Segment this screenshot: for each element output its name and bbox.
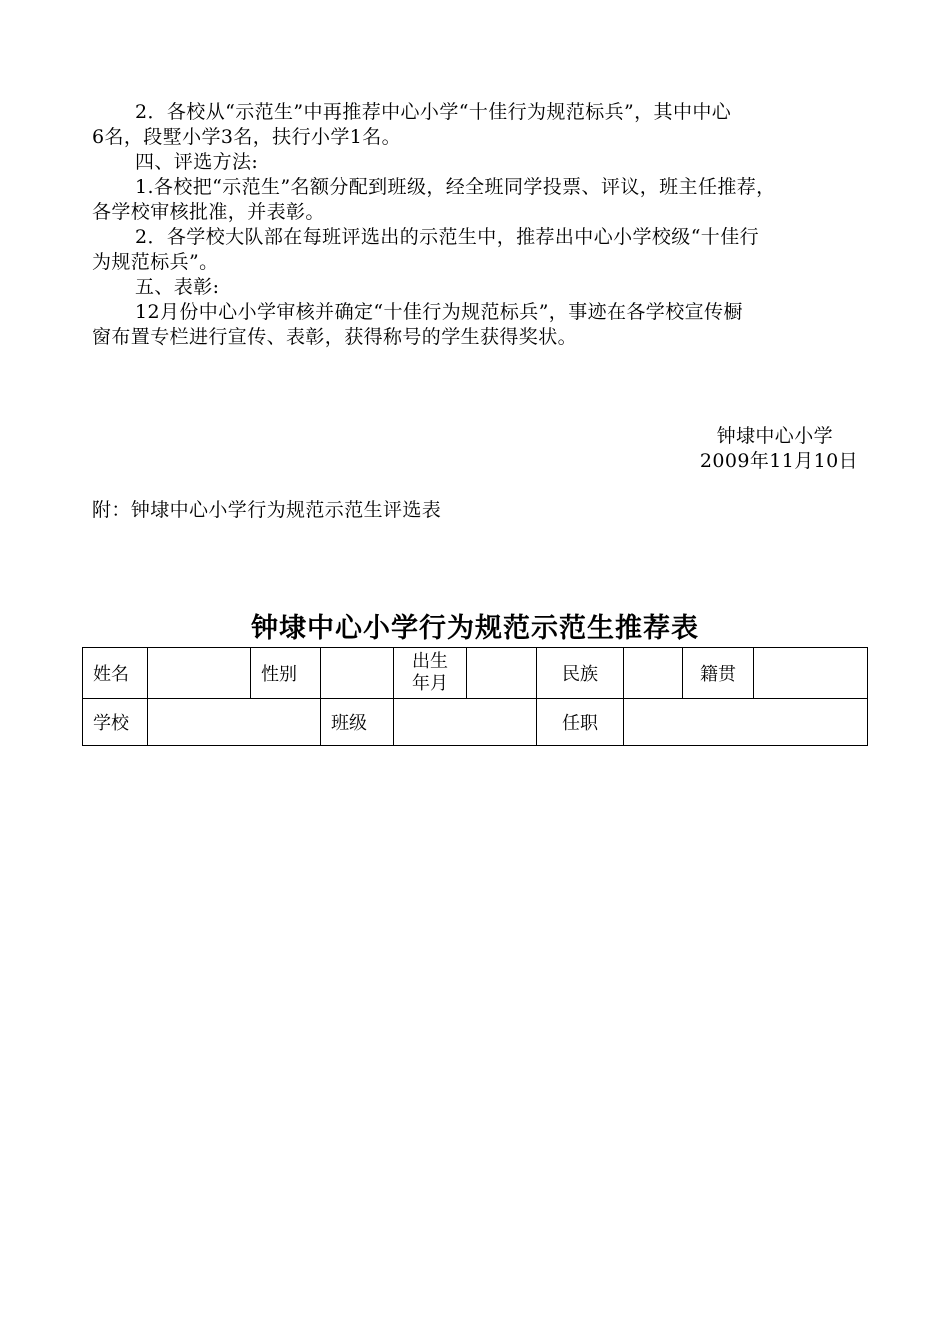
birth-label — [394, 648, 467, 699]
ethnicity-field[interactable] — [624, 648, 683, 699]
paragraph-line: 6名，段墅小学3名，扶行小学1名。 — [92, 126, 402, 148]
table-row — [83, 699, 868, 746]
paragraph-line: 各学校审核批准，并表彰。 — [92, 201, 325, 223]
paragraph-line: 2．各校从“示范生”中再推荐中心小学“十佳行为规范标兵”，其中中心 — [135, 101, 732, 123]
class-label: 班级 — [321, 699, 394, 746]
signature-date: 2009年11月10日 — [699, 450, 858, 472]
birth-field[interactable] — [467, 648, 537, 699]
name-label: 姓名 — [83, 648, 148, 699]
hometown-field[interactable] — [754, 648, 868, 699]
attachment-note: 附：钟埭中心小学行为规范示范生评选表 — [92, 499, 442, 521]
name-field[interactable] — [148, 648, 251, 699]
section-heading: 四、评选方法: — [135, 151, 259, 173]
paragraph-line: 为规范标兵”。 — [92, 251, 219, 273]
birth-label-line2: 年月 — [412, 673, 448, 694]
signature-org: 钟埭中心小学 — [716, 425, 833, 447]
hometown-label: 籍贯 — [683, 648, 754, 699]
paragraph-line: 2．各学校大队部在每班评选出的示范生中，推荐出中心小学校级“十佳行 — [135, 226, 760, 248]
recommendation-form-table — [82, 647, 868, 746]
position-field[interactable] — [624, 699, 868, 746]
ethnicity-label: 民族 — [537, 648, 624, 699]
paragraph-line: 1.各校把“示范生”名额分配到班级，经全班同学投票、评议，班主任推荐， — [135, 176, 776, 198]
school-label: 学校 — [83, 699, 148, 746]
section-heading: 五、表彰: — [135, 276, 220, 298]
gender-field[interactable] — [321, 648, 394, 699]
paragraph-line: 12月份中心小学审核并确定“十佳行为规范标兵”，事迹在各学校宣传橱 — [135, 301, 743, 323]
class-field[interactable] — [394, 699, 537, 746]
gender-label: 性别 — [251, 648, 321, 699]
form-title: 钟埭中心小学行为规范示范生推荐表 — [251, 613, 699, 644]
paragraph-line: 窗布置专栏进行宣传、表彰，获得称号的学生获得奖状。 — [92, 326, 578, 348]
birth-label-line1: 出生 — [412, 651, 448, 672]
table-row — [83, 648, 868, 699]
school-field[interactable] — [148, 699, 321, 746]
position-label: 任职 — [537, 699, 624, 746]
